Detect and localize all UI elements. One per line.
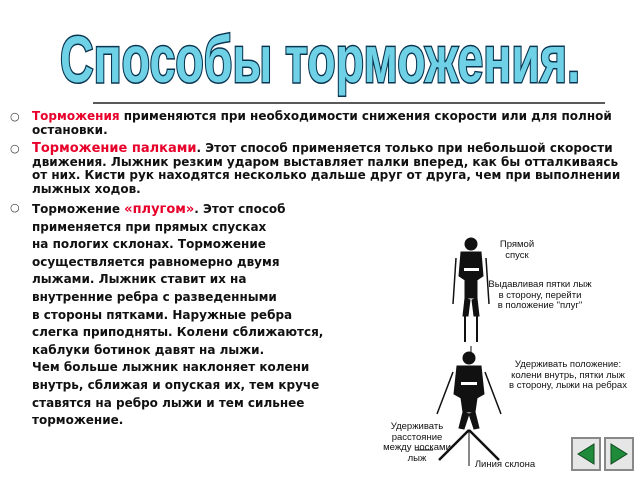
plough-line: на пологих склонах. Торможение: [32, 237, 266, 252]
plough-line: в стороны пятками. Наружные ребра: [32, 307, 293, 322]
plough-line: применяется при прямых спусках: [32, 219, 267, 234]
caption-line: спуск: [505, 249, 529, 261]
plough-line: осуществляется равномерно двумя: [32, 254, 280, 269]
nav-forward-button[interactable]: [604, 437, 634, 471]
plough-line: ставятся на ребро лыжи и тем сильнее: [32, 395, 305, 410]
intro-term: Торможения: [32, 109, 120, 123]
caption-line: в сторону, лыжи на ребрах: [509, 380, 627, 391]
caption-line: колени внутрь, пятки лыж: [511, 369, 625, 381]
title-divider: [93, 102, 605, 104]
plough-line: внутренние ребра с разведенными: [32, 289, 277, 304]
nav-back-button[interactable]: [571, 437, 601, 471]
caption-line: Удерживать: [390, 421, 444, 432]
plough-line: внутрь, сближая и опуская их, тем круче: [32, 377, 320, 392]
bullet-marker-icon: ○: [10, 110, 20, 123]
plough-line: торможение.: [32, 413, 124, 428]
title-graphic: [0, 4, 640, 100]
caption-slope: Линия склона: [474, 459, 536, 470]
nav-back-icon: [575, 442, 597, 466]
bullet-marker-icon: ○: [10, 142, 20, 155]
plough-line: каблуки ботинок давят на лыжи.: [32, 342, 265, 357]
bullet-intro: [10, 110, 636, 137]
bullet-poles: [10, 142, 636, 196]
caption-line: расстояние: [391, 431, 443, 443]
bullet-marker-icon: ○: [10, 201, 20, 214]
plough-term: «плугом»: [124, 202, 195, 217]
poles-text: . Этот способ применяется только при небольшой скорости движения. Лыжник резким ударом выставляет палки вперед, как бы отталкиваясь от них. Кисти рук находятся несколько дальше друг от друга, чем при выполнении лыжных ходов.: [32, 141, 621, 196]
intro-text: применяются при необходимости снижения скорости или для полной остановки.: [32, 109, 612, 137]
plough-line: лыжами. Лыжник ставит их на: [32, 272, 247, 287]
caption-line: Удерживать положение:: [514, 359, 622, 370]
caption-line: Прямой: [499, 239, 535, 250]
poles-term: Торможение палками: [32, 141, 197, 156]
caption-straight: [492, 240, 542, 261]
plough-suffix: . Этот способ: [194, 202, 286, 216]
nav-forward-icon: [608, 442, 630, 466]
plough-line: слегка приподняты. Колени сближаются,: [32, 325, 324, 340]
caption-line: в сторону, перейти: [498, 289, 582, 301]
caption-push: [485, 280, 595, 312]
caption-hold: [503, 360, 633, 392]
caption-distance: [381, 422, 453, 464]
page-title: Способы торможения.: [60, 22, 580, 96]
plough-prefix: Торможение: [32, 202, 125, 216]
skier-straight-icon: [453, 238, 489, 342]
title-banner: [0, 4, 640, 100]
caption-line: лыж: [407, 452, 427, 464]
caption-line: в положение "плуг": [497, 300, 583, 311]
plough-line: Чем больше лыжник наклоняет колени: [32, 360, 310, 375]
caption-line: Выдавливая пятки лыж: [488, 279, 592, 290]
caption-line: между носками: [383, 442, 451, 453]
